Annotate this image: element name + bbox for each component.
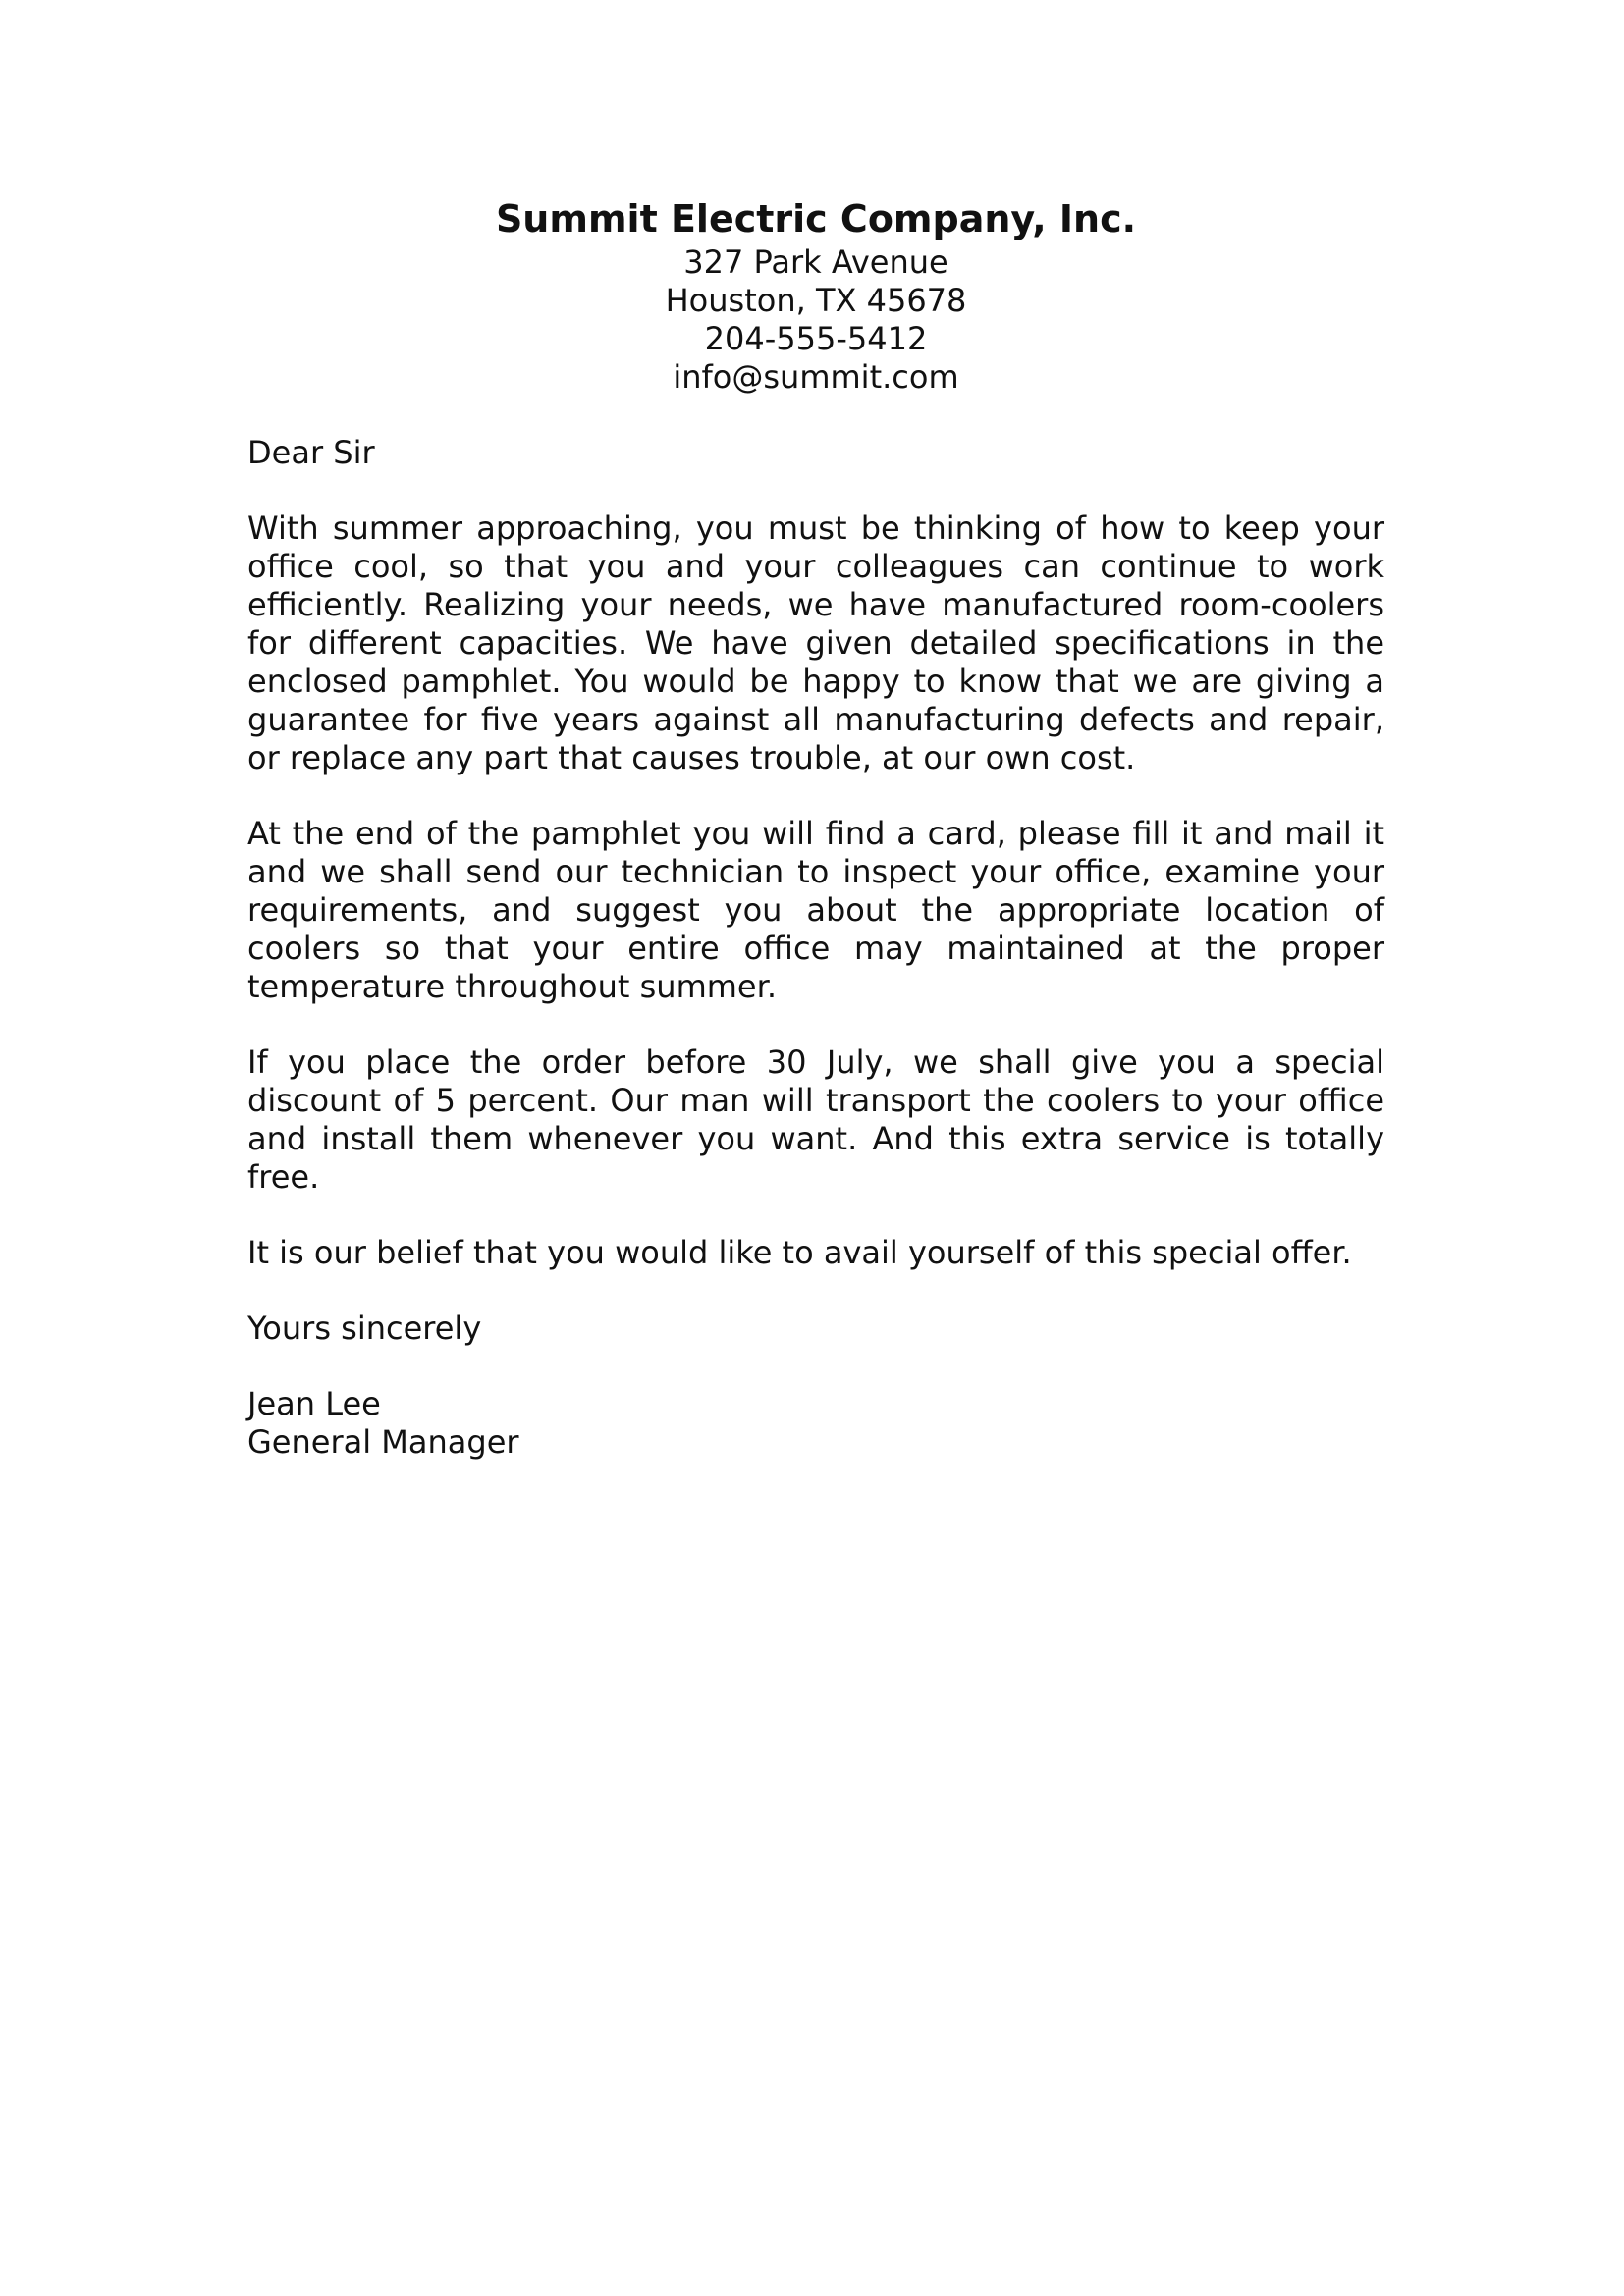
paragraph-technician: At the end of the pamphlet you will find a card, please fill it and mail it and we shall send our technician to inspect your office, examine your requirements, and suggest you about the appropriate location of coolers so that your entire office may maintained at the proper temperature throughout summer. (247, 815, 1384, 1005)
address-line-city: Houston, TX 45678 (665, 282, 967, 319)
phone-number: 204-555-5412 (704, 320, 928, 357)
signatory-title: General Manager (247, 1423, 519, 1461)
signature-block (247, 1385, 1384, 1462)
company-name: Summit Electric Company, Inc. (495, 197, 1137, 240)
email-address: info@summit.com (673, 358, 959, 396)
letter-page (247, 196, 1384, 1462)
paragraph-intro: With summer approaching, you must be thinking of how to keep your office cool, so that you and your colleagues can continue to work efficiently. Realizing your needs, we have manufactured room-coolers for different capacities. We have given detailed specifications in the enclosed pamphlet. You would be happy to know that we are giving a guarantee for five years against all manufacturing defects and repair, or replace any part that causes trouble, at our own cost. (247, 509, 1384, 776)
signatory-name: Jean Lee (247, 1385, 381, 1422)
paragraph-discount: If you place the order before 30 July, we shall give you a special discount of 5 percent. Our man will transport the coolers to your office and install them whenever you want. And this extra service is totally free. (247, 1043, 1384, 1196)
closing: Yours sincerely (247, 1309, 482, 1347)
salutation: Dear Sir (247, 434, 375, 471)
paragraph-offer: It is our belief that you would like to avail yourself of this special offer. (247, 1234, 1352, 1271)
address-line-street: 327 Park Avenue (683, 243, 948, 281)
letterhead (247, 196, 1384, 397)
